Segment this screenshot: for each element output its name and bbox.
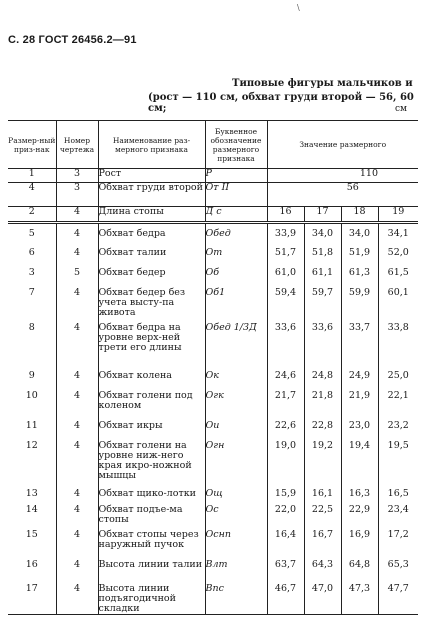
cell-value: 17 [304, 207, 341, 223]
cell-name: Обхват стопы через наружный пучок [98, 525, 205, 555]
cell-value: 61,3 [341, 263, 378, 283]
table-row [8, 207, 418, 223]
cell-value: 64,3 [304, 555, 341, 579]
cell-value: 61,0 [267, 263, 304, 283]
cell-no: 17 [8, 579, 56, 615]
cell-no: 8 [8, 318, 56, 366]
cell-value: 19,0 [267, 436, 304, 484]
table-row [8, 243, 418, 263]
cell-value: 47,3 [341, 579, 378, 615]
cell-symbol: Обед 1/3Д [205, 318, 267, 366]
cell-value: 56 [267, 183, 418, 207]
cell-value: 22,6 [267, 416, 304, 436]
cell-symbol: Д с [205, 207, 267, 223]
cell-name: Высота линии талии [98, 555, 205, 579]
table-row [8, 579, 418, 615]
cell-name: Высота линии подъягодичной складки [98, 579, 205, 615]
cell-no: 14 [8, 500, 56, 525]
cell-no: 12 [8, 436, 56, 484]
cell-value: 22,5 [304, 500, 341, 525]
cell-value: 110 [267, 169, 418, 183]
table-title-line-2: (рост — 110 см, обхват груди второй — 56, 60 см; [148, 92, 414, 114]
cell-value: 19,2 [304, 436, 341, 484]
cell-value: 23,0 [341, 416, 378, 436]
cell-value: 51,9 [341, 243, 378, 263]
cell-drawing: 4 [56, 283, 98, 318]
cell-no: 13 [8, 484, 56, 500]
cell-name: Обхват бедер [98, 263, 205, 283]
cell-value: 22,8 [304, 416, 341, 436]
cell-symbol: Ои [205, 416, 267, 436]
table-row [8, 263, 418, 283]
cell-symbol: Об [205, 263, 267, 283]
cell-symbol: Обед [205, 223, 267, 243]
cell-value: 65,3 [378, 555, 418, 579]
scan-mark: \ [297, 3, 300, 12]
cell-name: Обхват бедра на уровне верх-ней трети его длины [98, 318, 205, 366]
cell-no: 15 [8, 525, 56, 555]
cell-value: 61,5 [378, 263, 418, 283]
unit-label: см [395, 104, 408, 114]
table-title-line-1: Типовые фигуры мальчиков и [232, 78, 413, 89]
cell-value: 17,2 [378, 525, 418, 555]
table-row [8, 386, 418, 416]
cell-value: 63,7 [267, 555, 304, 579]
cell-drawing: 4 [56, 579, 98, 615]
cell-value: 18 [341, 207, 378, 223]
col-header-drawing-no: Номер чертежа [56, 121, 98, 169]
cell-symbol: Впс [205, 579, 267, 615]
cell-drawing: 4 [56, 386, 98, 416]
cell-value: 52,0 [378, 243, 418, 263]
cell-value: 24,9 [341, 366, 378, 386]
cell-value: 59,7 [304, 283, 341, 318]
cell-value: 33,7 [341, 318, 378, 366]
cell-value: 47,7 [378, 579, 418, 615]
cell-symbol: Оᴛ II [205, 183, 267, 207]
cell-drawing: 4 [56, 555, 98, 579]
cell-value: 51,8 [304, 243, 341, 263]
cell-value: 33,6 [304, 318, 341, 366]
table-row [8, 223, 418, 243]
cell-symbol: Ощ [205, 484, 267, 500]
cell-symbol: Огк [205, 386, 267, 416]
cell-value: 59,9 [341, 283, 378, 318]
table-row [8, 484, 418, 500]
cell-drawing: 4 [56, 416, 98, 436]
cell-drawing: 4 [56, 207, 98, 223]
cell-value: 64,8 [341, 555, 378, 579]
cell-drawing: 3 [56, 183, 98, 207]
col-header-size-feature-no: Размер-ный приз-нак [8, 121, 56, 169]
cell-name: Обхват голени под коленом [98, 386, 205, 416]
cell-value: 16 [267, 207, 304, 223]
cell-symbol: Влт [205, 555, 267, 579]
cell-value: 22,0 [267, 500, 304, 525]
cell-value: 34,1 [378, 223, 418, 243]
cell-name: Обхват талии [98, 243, 205, 263]
table-header-row [8, 121, 418, 169]
cell-name: Обхват бедер без учета высту-па живота [98, 283, 205, 318]
cell-no: 10 [8, 386, 56, 416]
cell-name: Обхват подъе-ма стопы [98, 500, 205, 525]
cell-value: 60,1 [378, 283, 418, 318]
table-row [8, 318, 418, 366]
cell-drawing: 4 [56, 243, 98, 263]
cell-value: 16,1 [304, 484, 341, 500]
cell-value: 21,7 [267, 386, 304, 416]
cell-value: 19 [378, 207, 418, 223]
cell-name: Обхват бедра [98, 223, 205, 243]
table-row [8, 169, 418, 183]
cell-symbol: Об1 [205, 283, 267, 318]
cell-value: 33,9 [267, 223, 304, 243]
col-header-feature-name: Наименование раз-мерного признака [98, 121, 205, 169]
cell-name: Обхват колена [98, 366, 205, 386]
cell-drawing: 4 [56, 366, 98, 386]
cell-no: 16 [8, 555, 56, 579]
cell-drawing: 5 [56, 263, 98, 283]
cell-drawing: 4 [56, 500, 98, 525]
cell-value: 21,9 [341, 386, 378, 416]
cell-value: 24,6 [267, 366, 304, 386]
cell-symbol: Огн [205, 436, 267, 484]
cell-value: 15,9 [267, 484, 304, 500]
cell-no: 7 [8, 283, 56, 318]
cell-drawing: 4 [56, 525, 98, 555]
cell-drawing: 4 [56, 318, 98, 366]
cell-drawing: 4 [56, 223, 98, 243]
cell-value: 25,0 [378, 366, 418, 386]
cell-name: Рост [98, 169, 205, 183]
measurements-table [8, 120, 418, 615]
cell-value: 46,7 [267, 579, 304, 615]
cell-drawing: 3 [56, 169, 98, 183]
cell-symbol: Р [205, 169, 267, 183]
cell-no: 1 [8, 169, 56, 183]
cell-name: Обхват груди второй [98, 183, 205, 207]
table-row [8, 283, 418, 318]
cell-name: Обхват голени на уровне ниж-него края икро-ножной мышцы [98, 436, 205, 484]
cell-value: 19,5 [378, 436, 418, 484]
cell-no: 3 [8, 263, 56, 283]
cell-value: 24,8 [304, 366, 341, 386]
cell-value: 33,6 [267, 318, 304, 366]
cell-value: 47,0 [304, 579, 341, 615]
cell-name: Обхват щико-лотки [98, 484, 205, 500]
cell-no: 2 [8, 207, 56, 223]
cell-value: 23,4 [378, 500, 418, 525]
cell-no: 4 [8, 183, 56, 207]
cell-value: 61,1 [304, 263, 341, 283]
cell-value: 59,4 [267, 283, 304, 318]
cell-value: 34,0 [341, 223, 378, 243]
table-row [8, 183, 418, 207]
col-header-symbol: Буквенное обозначение размерного признака [205, 121, 267, 169]
cell-name: Обхват икры [98, 416, 205, 436]
cell-no: 5 [8, 223, 56, 243]
cell-value: 51,7 [267, 243, 304, 263]
cell-value: 22,1 [378, 386, 418, 416]
cell-value: 16,4 [267, 525, 304, 555]
cell-symbol: Ок [205, 366, 267, 386]
col-header-values: Значение размерного [267, 121, 418, 169]
table-row [8, 366, 418, 386]
table-row [8, 416, 418, 436]
cell-value: 34,0 [304, 223, 341, 243]
cell-drawing: 4 [56, 436, 98, 484]
cell-value: 16,9 [341, 525, 378, 555]
cell-no: 11 [8, 416, 56, 436]
running-head: С. 28 ГОСТ 26456.2—91 [8, 34, 137, 46]
table-row [8, 555, 418, 579]
table-row [8, 500, 418, 525]
cell-no: 9 [8, 366, 56, 386]
cell-value: 33,8 [378, 318, 418, 366]
cell-value: 21,8 [304, 386, 341, 416]
cell-value: 16,5 [378, 484, 418, 500]
cell-symbol: Оснп [205, 525, 267, 555]
cell-no: 6 [8, 243, 56, 263]
cell-symbol: Ос [205, 500, 267, 525]
cell-drawing: 4 [56, 484, 98, 500]
cell-symbol: От [205, 243, 267, 263]
cell-value: 22,9 [341, 500, 378, 525]
cell-value: 16,3 [341, 484, 378, 500]
cell-name: Длина стопы [98, 207, 205, 223]
table-row [8, 525, 418, 555]
cell-value: 16,7 [304, 525, 341, 555]
cell-value: 23,2 [378, 416, 418, 436]
table-row [8, 436, 418, 484]
cell-value: 19,4 [341, 436, 378, 484]
